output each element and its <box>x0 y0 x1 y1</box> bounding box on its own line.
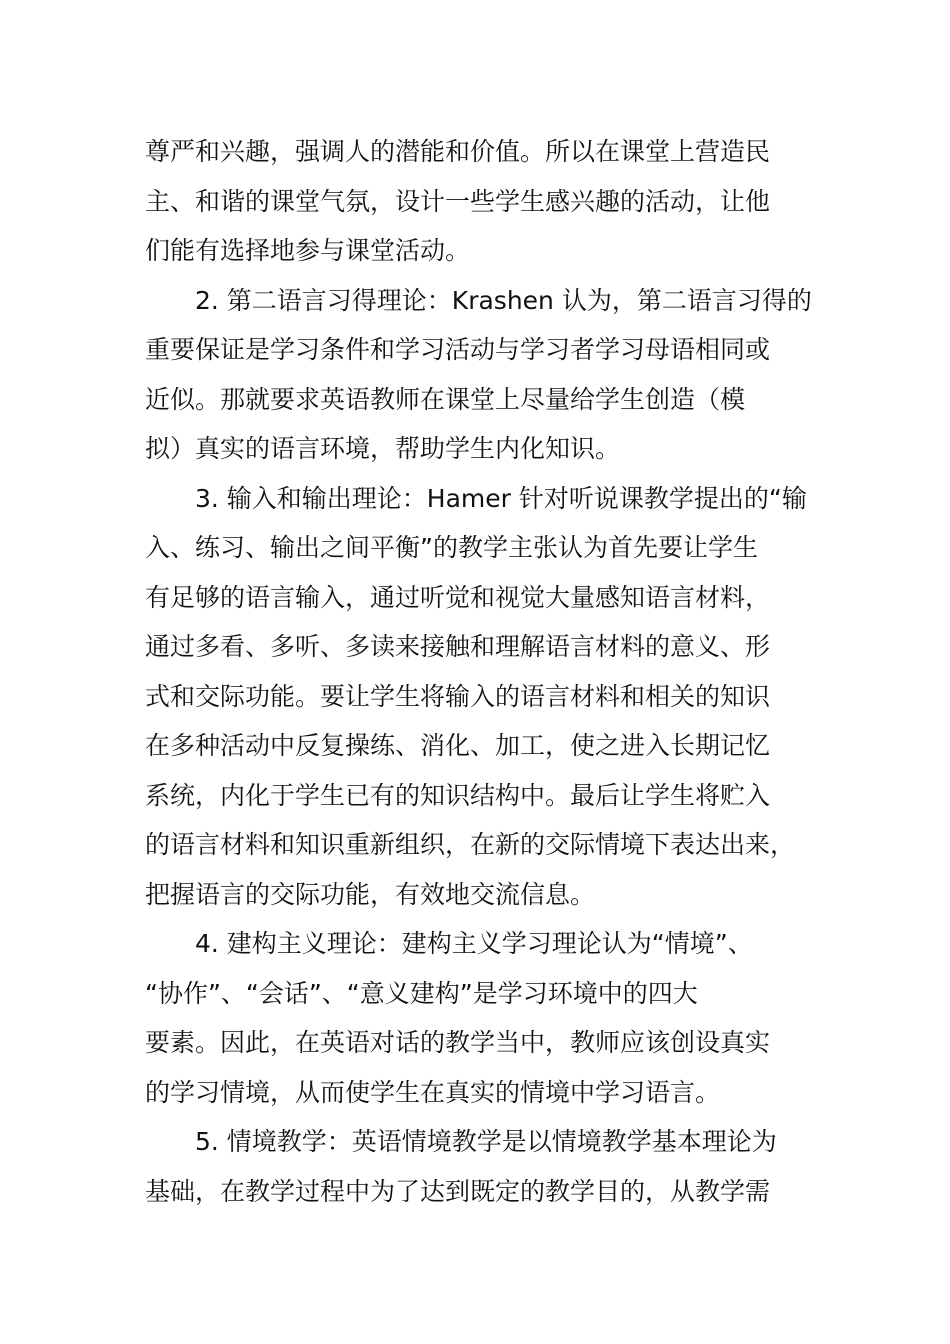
text-line: 的语言材料和知识重新组织，在新的交际情境下表达出来， <box>145 830 796 859</box>
text-line: 尊严和兴趣，强调人的潜能和价值。所以在课堂上营造民 <box>145 137 771 166</box>
text-line: 拟）真实的语言环境，帮助学生内化知识。 <box>145 434 621 463</box>
text-line: 系统，内化于学生已有的知识结构中。最后让学生将贮入 <box>145 780 771 810</box>
text-line: 在多种活动中反复操练、消化、加工，使之进入长期记忆 <box>145 731 771 760</box>
text-line: 式和交际功能。要让学生将输入的语言材料和相关的知识 <box>145 681 771 711</box>
text-line: 把握语言的交际功能，有效地交流信息。 <box>145 879 596 909</box>
paragraph-2-first-line: 2. 第二语言习得理论：Krashen 认为，第二语言习得的 <box>195 285 812 315</box>
text-line: 入、练习、输出之间平衡”的教学主张认为首先要让学生 <box>145 533 758 562</box>
text-line: 们能有选择地参与课堂活动。 <box>145 236 471 265</box>
text-line: 通过多看、多听、多读来接触和理解语言材料的意义、形 <box>145 632 771 661</box>
text-line: 的学习情境，从而使学生在真实的情境中学习语言。 <box>145 1077 721 1107</box>
paragraph-5-first-line: 5. 情境教学：英语情境教学是以情境教学基本理论为 <box>195 1127 777 1156</box>
text-line: 有足够的语言输入，通过听觉和视觉大量感知语言材料， <box>145 582 771 612</box>
document-body <box>145 127 812 1216</box>
text-line: 主、和谐的课堂气氛，设计一些学生感兴趣的活动，让他 <box>145 186 771 216</box>
paragraph-4-first-line: 4. 建构主义理论：建构主义学习理论认为“情境”、 <box>195 929 753 958</box>
text-line: 近似。那就要求英语教师在课堂上尽量给学生创造（模 <box>145 384 746 414</box>
text-line: “协作”、“会话”、“意义建构”是学习环境中的四大 <box>145 978 698 1008</box>
text-line: 重要保证是学习条件和学习活动与学习者学习母语相同或 <box>145 335 771 364</box>
text-line: 基础，在教学过程中为了达到既定的教学目的，从教学需 <box>145 1176 771 1206</box>
text-line: 要素。因此，在英语对话的教学当中，教师应该创设真实 <box>145 1028 771 1057</box>
paragraph-3-first-line: 3. 输入和输出理论：Hamer 针对听说课教学提出的“输 <box>195 483 807 513</box>
